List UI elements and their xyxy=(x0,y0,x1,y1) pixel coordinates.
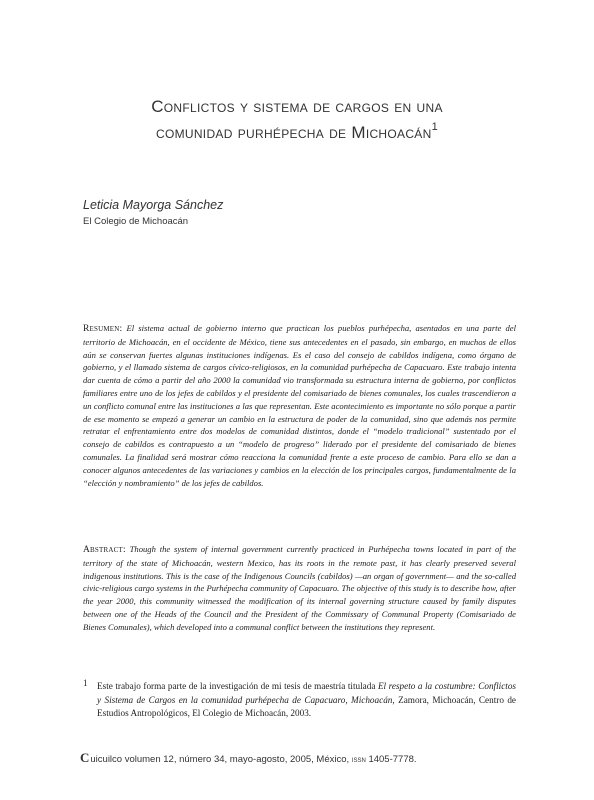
abstract-text: Though the system of internal government currently practiced in Purhépecha towns located in part of the territory of the state of Michoacán, western Mexico, has its roots in the remote past, it has clearly preserved several indigenous institutions. This is the case of the Indigenous Councils (cabildos) —an organ of government— and the so-called civic-religious cargo systems in the Purhépecha community of Capacuaro. The objective of this study is to describe how, after the year 2000, this community witnessed the modification of its internal governing structure caused by family disputes between one of the Heads of the Council and the President of the Commissary of Communal Property (Comisariado de Bienes Comunales), which developed into a communal conflict between the institutions they represent. xyxy=(83,544,516,632)
footnote-italic-title: El respeto a la costumbre: Conflictos y Sistema de Cargos en la comunidad purhépecha de Capacuaro, Michoacán xyxy=(97,681,516,705)
abstract-label: Abstract: xyxy=(83,545,126,555)
footnote-text-before: Este trabajo forma parte de la investigación de mi tesis de maestría titulada xyxy=(97,681,378,691)
journal-footer xyxy=(80,750,417,766)
author-name: Leticia Mayorga Sánchez xyxy=(83,198,224,212)
journal-details: volumen 12, número 34, mayo-agosto, 2005, México, xyxy=(122,754,352,765)
journal-logo: C xyxy=(80,750,90,765)
title-line-1: Conflictos y sistema de cargos en una xyxy=(151,97,443,116)
issn-label: issn xyxy=(351,755,366,764)
footnote-body xyxy=(83,680,516,721)
title-line-2 xyxy=(70,120,524,146)
resumen-text: El sistema actual de gobierno interno que practican los pueblos purhépecha, asentados en una parte del territorio de Michoacán, en el occidente de México, tiene sus antecedentes en el pasado, sin embargo, en muchos de ellos aún se conservan fuertes algunas instituciones indígenas. Es el caso del consejo de cabildos indígena, como órgano de gobierno, y el llamado sistema de cargos cívico-religiosos, en la comunidad purhépecha de Capacuaro. Este trabajo intenta dar cuenta de cómo a partir del año 2000 la comunidad vio transformada su estructura interna de gobierno, por conflictos familiares entre uno de los jefes de cabildos y el presidente del comisariado de bienes comunales, los cuales trascendieron a un conflicto comunal entre las instituciones a las que representan. Este acontecimiento es importante no sólo porque a partir de ese momento se empezó a generar un cambio en la estructura de poder de la comunidad, sino que además nos permite retratar el enfrentamiento entre dos modelos de comunidad distintos, donde el “modelo tradicional” sustentado por el consejo de cabildos es contrapuesto a un “modelo de progreso” liderado por el presidente del comisariado de bienes comunales. La finalidad será mostrar cómo reacciona la comunidad frente a este proceso de cambio. Para ello se dan a conocer algunos antecedentes de las variaciones y cambios en la elección de los principales cargos, fundamentalmente de la “elección y nombramiento” de los jefes de cabildos. xyxy=(83,323,516,488)
footnote-mark: 1 xyxy=(83,678,88,688)
abstract-paragraph xyxy=(83,543,516,634)
title-footnote-mark: 1 xyxy=(431,121,438,133)
resumen-label: Resumen: xyxy=(83,324,123,334)
footnote xyxy=(83,680,516,721)
journal-name: uicuilco xyxy=(90,754,123,765)
author-affiliation: El Colegio de Michoacán xyxy=(83,216,189,227)
footnote-text-after: , Zamora, Michoacán, Centro de Estudios Antropológicos, El Colegio de Michoacán, 2003. xyxy=(97,694,517,718)
resumen-paragraph xyxy=(83,322,516,489)
article-title xyxy=(70,94,524,146)
issn-number: 1405-7778. xyxy=(365,754,417,765)
title-line-2-text: comunidad purhépecha de Michoacán xyxy=(155,123,432,142)
